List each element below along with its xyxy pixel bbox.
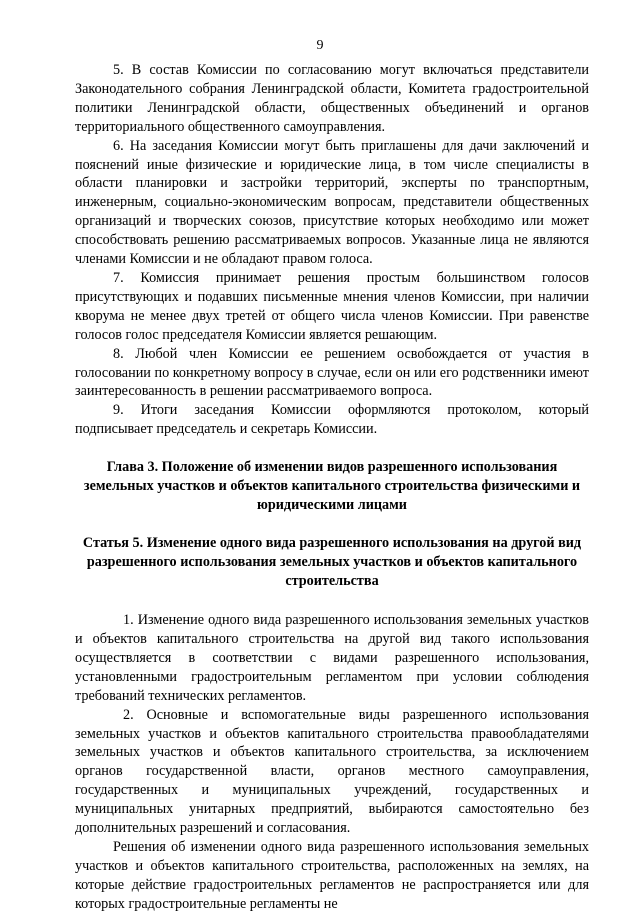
paragraph-9: 9. Итоги заседания Комиссии оформляются протоколом, который подписывает председатель и секретарь Комиссии. <box>75 402 589 438</box>
paragraph-8: 8. Любой член Комиссии ее решением освобождается от участия в голосовании по конкретному вопросу в случае, если он или его родственники имеют заинтересованность в решении рассматриваемого вопроса. <box>75 345 589 400</box>
article-paragraph-3: Решения об изменении одного вида разрешенного использования земельных участков и объектов капитального строительства, расположенных на землях, на которые действие градостроительных регламентов не распространяется или для которых градостроительные регламенты не <box>75 839 589 912</box>
document-body <box>75 61 589 914</box>
article-paragraph-2: 2. Основные и вспомогательные виды разрешенного использования земельных участков и объектов капитального строительства правообладателями земельных участков и объектов капитального строительства, за исключением органов государственной власти, органов местного самоуправления, государственных и муниципальных учреждений, государственных и муниципальных унитарных предприятий, выбираются самостоятельно без дополнительных разрешений и согласования. <box>75 706 589 837</box>
article-paragraph-1: 1. Изменение одного вида разрешенного использования земельных участков и объектов капитального строительства на другой вид такого использования осуществляется в соответствии с видами разрешенного использования, установленными градостроительным регламентом при условии соблюдения требований технических регламентов. <box>75 612 589 704</box>
chapter-heading: Глава 3. Положение об изменении видов разрешенного использования земельных участков и объектов капитального строительства физическими и юридическими лицами <box>83 459 581 514</box>
page-number: 9 <box>316 38 324 53</box>
article-heading: Статья 5. Изменение одного вида разрешенного использования на другой вид разрешенного использования земельных участков и объектов капитального строительства <box>82 535 582 590</box>
paragraph-7: 7. Комиссия принимает решения простым большинством голосов присутствующих и подавших письменные мнения членов Комиссии, при наличии кворума не менее двух третей от общего числа членов Комиссии. При равенстве голосов голос председателя Комиссии является решающим. <box>75 269 589 343</box>
paragraph-6: 6. На заседания Комиссии могут быть приглашены для дачи заключений и пояснений иные физические и юридические лица, в том числе специалисты в области планировки и застройки территорий, эксперты по транспортным, инженерным, социально-экономическим вопросам, представители общественных организаций и творческих союзов, присутствие которых необходимо или может способствовать решению рассматриваемых вопросов. Указанные лица не являются членами Комиссии и не обладают правом голоса. <box>75 137 589 268</box>
paragraph-5: 5. В состав Комиссии по согласованию могут включаться представители Законодательного собрания Ленинградской области, Комитета градостроительной политики Ленинградской области, общественных объединений и органов территориального общественного самоуправления. <box>75 62 589 135</box>
